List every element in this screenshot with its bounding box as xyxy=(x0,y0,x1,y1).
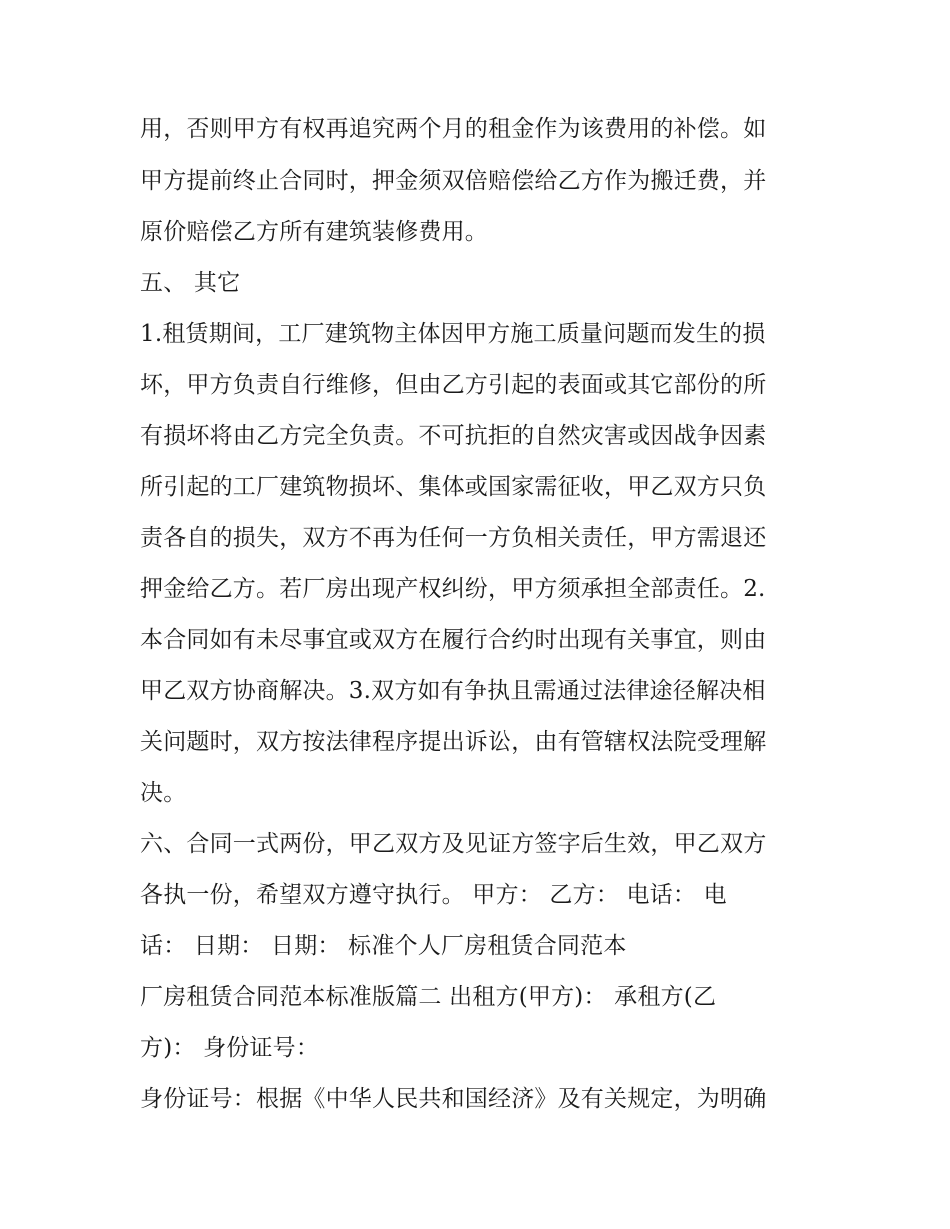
text-line: 原价赔偿乙方所有建筑装修费用。 xyxy=(140,219,488,245)
text-line: 本合同如有未尽事宜或双方在履行合约时出现有关事宜，则由 xyxy=(140,627,767,653)
text-line: 甲乙双方协商解决。3.双方如有争执且需通过法律途径解决相 xyxy=(140,678,766,704)
text-line: 身份证号：根据《中华人民共和国经济》及有关规定，为明确 xyxy=(140,1086,767,1112)
text-line: 所引起的工厂建筑物损坏、集体或国家需征收，甲乙双方只负 xyxy=(140,474,767,500)
text-line: 1.租赁期间，工厂建筑物主体因甲方施工质量问题而发生的损 xyxy=(140,321,766,347)
text-line: 方)： 身份证号： xyxy=(140,1035,320,1061)
text-line: 厂房租赁合同范本标准版篇二 出租方(甲方)： 承租方(乙 xyxy=(140,984,717,1010)
text-line: 坏，甲方负责自行维修，但由乙方引起的表面或其它部份的所 xyxy=(140,372,767,398)
text-line: 责各自的损失，双方不再为任何一方负相关责任，甲方需退还 xyxy=(140,525,767,551)
text-line: 各执一份，希望双方遵守执行。 甲方： 乙方： 电话： 电 xyxy=(140,882,727,908)
text-line: 话： 日期： 日期： 标准个人厂房租赁合同范本 xyxy=(140,933,627,959)
text-line: 押金给乙方。若厂房出现产权纠纷，甲方须承担全部责任。2. xyxy=(140,576,766,602)
text-line: 关问题时，双方按法律程序提出诉讼，由有管辖权法院受理解 xyxy=(140,729,767,755)
text-line: 决。 xyxy=(140,780,187,806)
section-heading: 五、 其它 xyxy=(140,270,241,296)
text-line: 有损坏将由乙方完全负责。不可抗拒的自然灾害或因战争因素 xyxy=(140,423,767,449)
text-line: 六、合同一式两份，甲乙双方及见证方签字后生效，甲乙双方 xyxy=(140,831,767,857)
text-line: 用，否则甲方有权再追究两个月的租金作为该费用的补偿。如 xyxy=(140,116,767,142)
text-line: 甲方提前终止合同时，押金须双倍赔偿给乙方作为搬迁费，并 xyxy=(140,168,767,194)
